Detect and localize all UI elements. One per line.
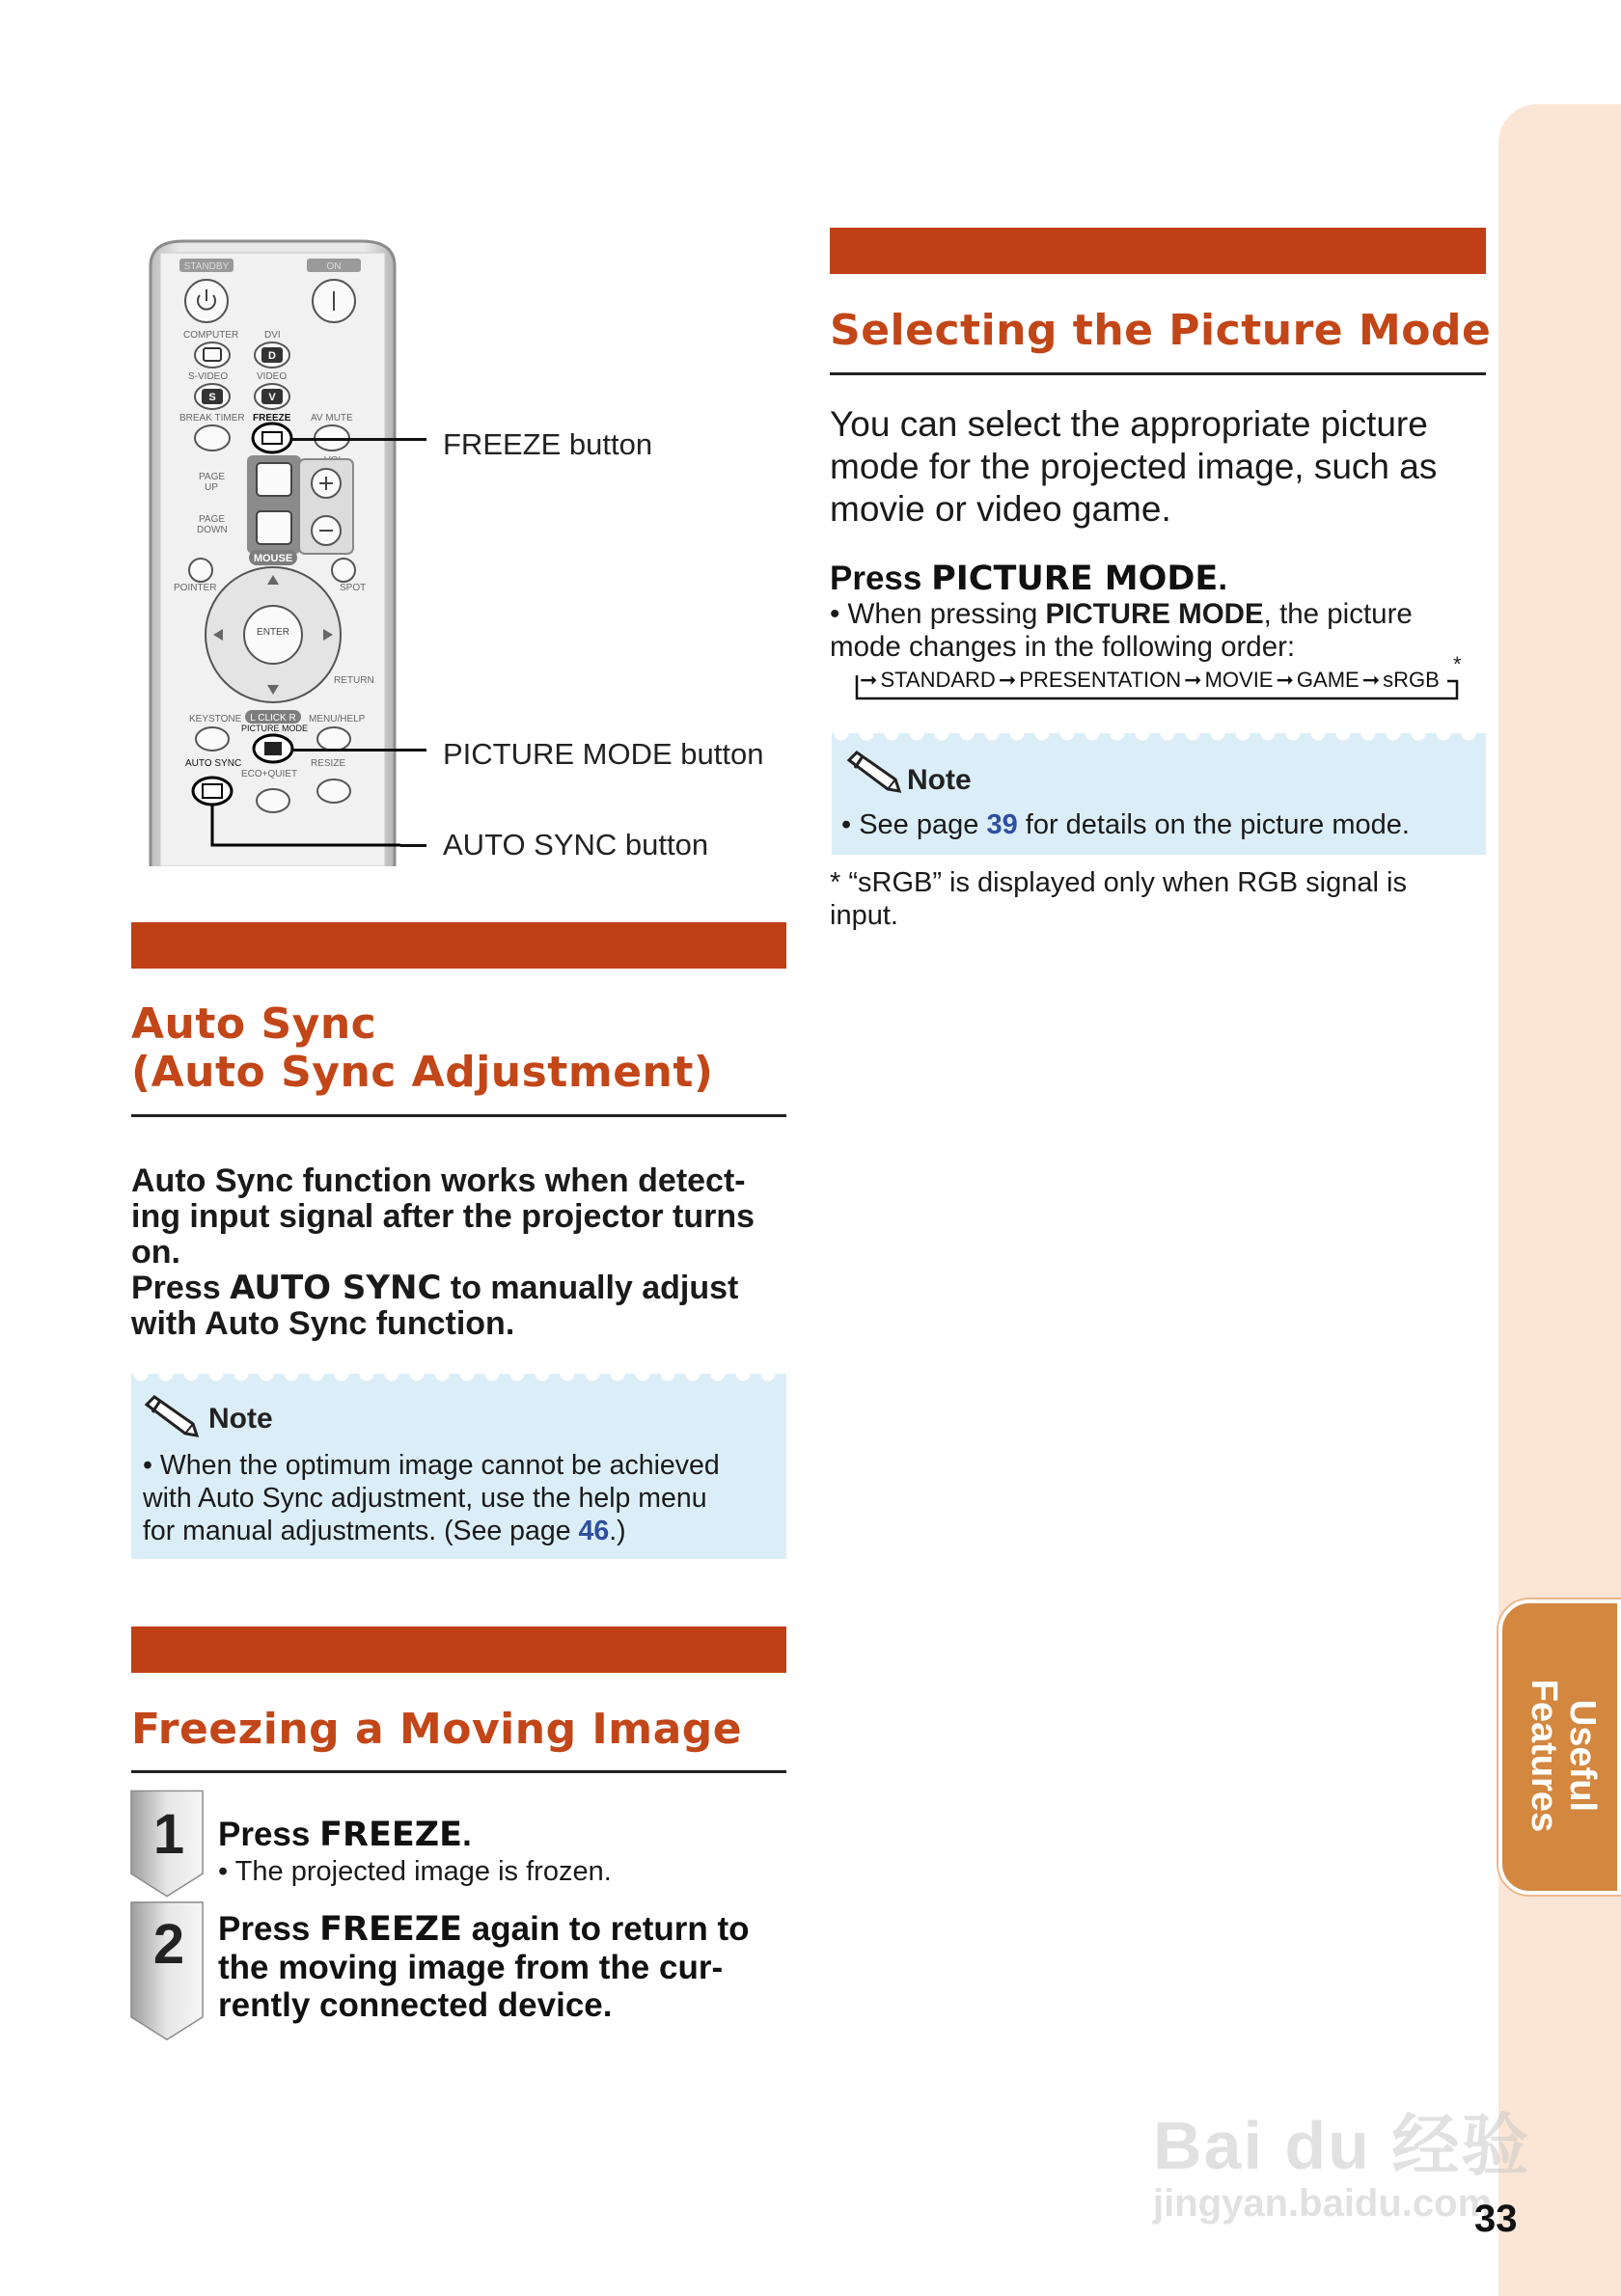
step-2-title [218, 1910, 787, 2024]
picture-mode-title: Selecting the Picture Mode [830, 306, 1492, 355]
mode-standard: STANDARD [880, 668, 996, 692]
picture-mode-intro-line2: mode for the projected image, such as [830, 447, 1438, 486]
page-39-link[interactable]: 39 [986, 809, 1018, 840]
auto-sync-note-text [143, 1449, 780, 1547]
svg-text:AV MUTE: AV MUTE [311, 413, 353, 424]
mode-sequence [857, 668, 1440, 693]
srgb-footnote-line1: * “sRGB” is displayed only when RGB signal is [830, 867, 1407, 898]
click-label: L CLICK R [250, 713, 296, 724]
svideo-button-label: S [208, 392, 216, 403]
svg-text:PAGE: PAGE [199, 472, 226, 482]
note-dots [832, 724, 1486, 743]
svg-text:S-VIDEO: S-VIDEO [188, 371, 229, 382]
picture-mode-bullet-line1: • When pressing PICTURE MODE, the picture [830, 598, 1413, 630]
picture-mode-intro [830, 403, 1496, 531]
auto-sync-title-line2: (Auto Sync Adjustment) [131, 1048, 714, 1097]
auto-sync-title [131, 1000, 714, 1097]
picture-mode-note-heading: Note [907, 764, 972, 796]
svg-text:FREEZE: FREEZE [253, 413, 291, 424]
svg-text:UP: UP [205, 482, 218, 493]
on-label: ON [326, 261, 342, 272]
freeze-key-1: FREEZE [319, 1816, 463, 1854]
step-1-number: 1 [152, 1803, 185, 1866]
mouse-label: MOUSE [253, 553, 293, 564]
side-strip [1498, 104, 1621, 2296]
picture-mode-key: PICTURE MODE [931, 560, 1219, 598]
freeze-leader-line [291, 438, 426, 441]
svg-text:SPOT: SPOT [340, 583, 367, 593]
svg-text:COMPUTER: COMPUTER [183, 330, 239, 341]
picture-mode-key-inline: PICTURE MODE [1045, 598, 1264, 630]
mode-srgb: sRGB [1383, 668, 1440, 692]
auto-sync-title-line1: Auto Sync [131, 999, 377, 1049]
video-button-label: V [268, 392, 276, 403]
auto-sync-header-bar [131, 922, 786, 969]
picture-mode-button-callout: PICTURE MODE button [443, 737, 764, 771]
baidu-watermark-logo: Bai du 经验 [1153, 2108, 1531, 2183]
section-tab-label: Useful Features [1524, 1679, 1603, 1833]
picture-mode-note-box [832, 733, 1486, 855]
picture-mode-header-bar [830, 228, 1486, 274]
step-2-number: 2 [152, 1913, 185, 1976]
page-number: 33 [1474, 2198, 1518, 2240]
pencil-note-icon [845, 751, 905, 795]
section-tab-label-wrap [1524, 1640, 1603, 1852]
pencil-note-icon [143, 1395, 203, 1439]
baidu-watermark-url: jingyan.baidu.com [1153, 2182, 1493, 2225]
svg-text:PICTURE MODE: PICTURE MODE [241, 724, 309, 733]
step-2-line1: Press FREEZE again to return to [218, 1910, 750, 1949]
mode-movie: MOVIE [1204, 668, 1274, 692]
picture-mode-bullet-line2: mode changes in the following order: [830, 631, 1296, 663]
auto-sync-lead [131, 1163, 797, 1342]
svg-text:PAGE: PAGE [199, 514, 226, 525]
auto-sync-button-callout: AUTO SYNC button [443, 828, 709, 861]
svg-text:KEYSTONE: KEYSTONE [189, 714, 242, 724]
freeze-header-bar [131, 1626, 786, 1673]
mode-game: GAME [1296, 668, 1360, 692]
standby-label: STANDBY [183, 261, 230, 272]
arrow-icon: ➞ [1361, 668, 1381, 692]
mode-presentation: PRESENTATION [1019, 668, 1182, 692]
auto-sync-title-rule [131, 1114, 786, 1117]
srgb-asterisk: * [1453, 652, 1462, 676]
svg-text:DVI: DVI [264, 330, 281, 341]
auto-sync-leader-line [400, 844, 426, 847]
auto-sync-note-line1: • When the optimum image cannot be achieved [143, 1450, 720, 1481]
remote-control-illustration [145, 239, 400, 866]
picture-mode-intro-line3: movie or video game. [830, 489, 1171, 529]
freeze-title: Freezing a Moving Image [131, 1705, 743, 1754]
svg-text:DOWN: DOWN [197, 525, 228, 535]
picture-mode-title-rule [830, 372, 1486, 375]
picture-mode-intro-line1: You can select the appropriate picture [830, 404, 1428, 444]
arrow-icon: ➞ [1276, 668, 1294, 692]
srgb-footnote-line2: input. [830, 900, 898, 931]
svg-text:BREAK TIMER: BREAK TIMER [179, 413, 245, 424]
picture-mode-press: Press PICTURE MODE. [830, 560, 1228, 598]
svg-text:AUTO SYNC: AUTO SYNC [185, 758, 242, 769]
arrow-icon: ➞ [860, 668, 878, 692]
picture-mode-bullet [830, 598, 1471, 664]
svg-text:MENU/HELP: MENU/HELP [309, 714, 366, 724]
freeze-title-rule [131, 1770, 786, 1773]
auto-sync-note-line2: with Auto Sync adjustment, use the help menu [143, 1483, 707, 1514]
note-dots [131, 1364, 786, 1383]
auto-sync-lead-line1: Auto Sync function works when detect- [131, 1162, 746, 1199]
dvi-button-label: D [268, 350, 276, 362]
svg-text:RETURN: RETURN [334, 675, 374, 686]
step-2-line3: rently connected device. [218, 1986, 613, 2024]
auto-sync-lead-line3: on. [131, 1234, 180, 1271]
svg-text:RESIZE: RESIZE [311, 758, 346, 769]
srgb-footnote [830, 866, 1486, 932]
page-46-link[interactable]: 46 [578, 1516, 610, 1546]
step-2-line2: the moving image from the cur- [218, 1949, 724, 1986]
auto-sync-note-heading: Note [208, 1403, 273, 1435]
arrow-icon: ➞ [1184, 668, 1202, 692]
freeze-button-callout: FREEZE button [443, 427, 653, 461]
svg-text:ECO+QUIET: ECO+QUIET [241, 769, 298, 779]
auto-sync-key: AUTO SYNC [230, 1269, 442, 1307]
auto-sync-lead-line4: Press AUTO SYNC to manually adjust [131, 1269, 739, 1307]
step-1-bullet: • The projected image is frozen. [218, 1856, 612, 1887]
enter-label: ENTER [257, 627, 289, 638]
picture-mode-leader-line [291, 749, 426, 752]
freeze-key-2: FREEZE [319, 1910, 463, 1949]
svg-text:VIDEO: VIDEO [257, 371, 288, 382]
picture-mode-note-text: • See page 39 for details on the picture mode. [841, 809, 1410, 840]
auto-sync-lead-line2: ing input signal after the projector turns [131, 1198, 756, 1235]
auto-sync-note-box [131, 1374, 786, 1559]
svg-text:POINTER: POINTER [174, 583, 217, 593]
auto-sync-note-line3: for manual adjustments. (See page 46.) [143, 1516, 626, 1546]
step-1-title: Press FREEZE. [218, 1816, 472, 1854]
auto-sync-lead-line5: with Auto Sync function. [131, 1305, 515, 1342]
arrow-icon: ➞ [998, 668, 1017, 692]
